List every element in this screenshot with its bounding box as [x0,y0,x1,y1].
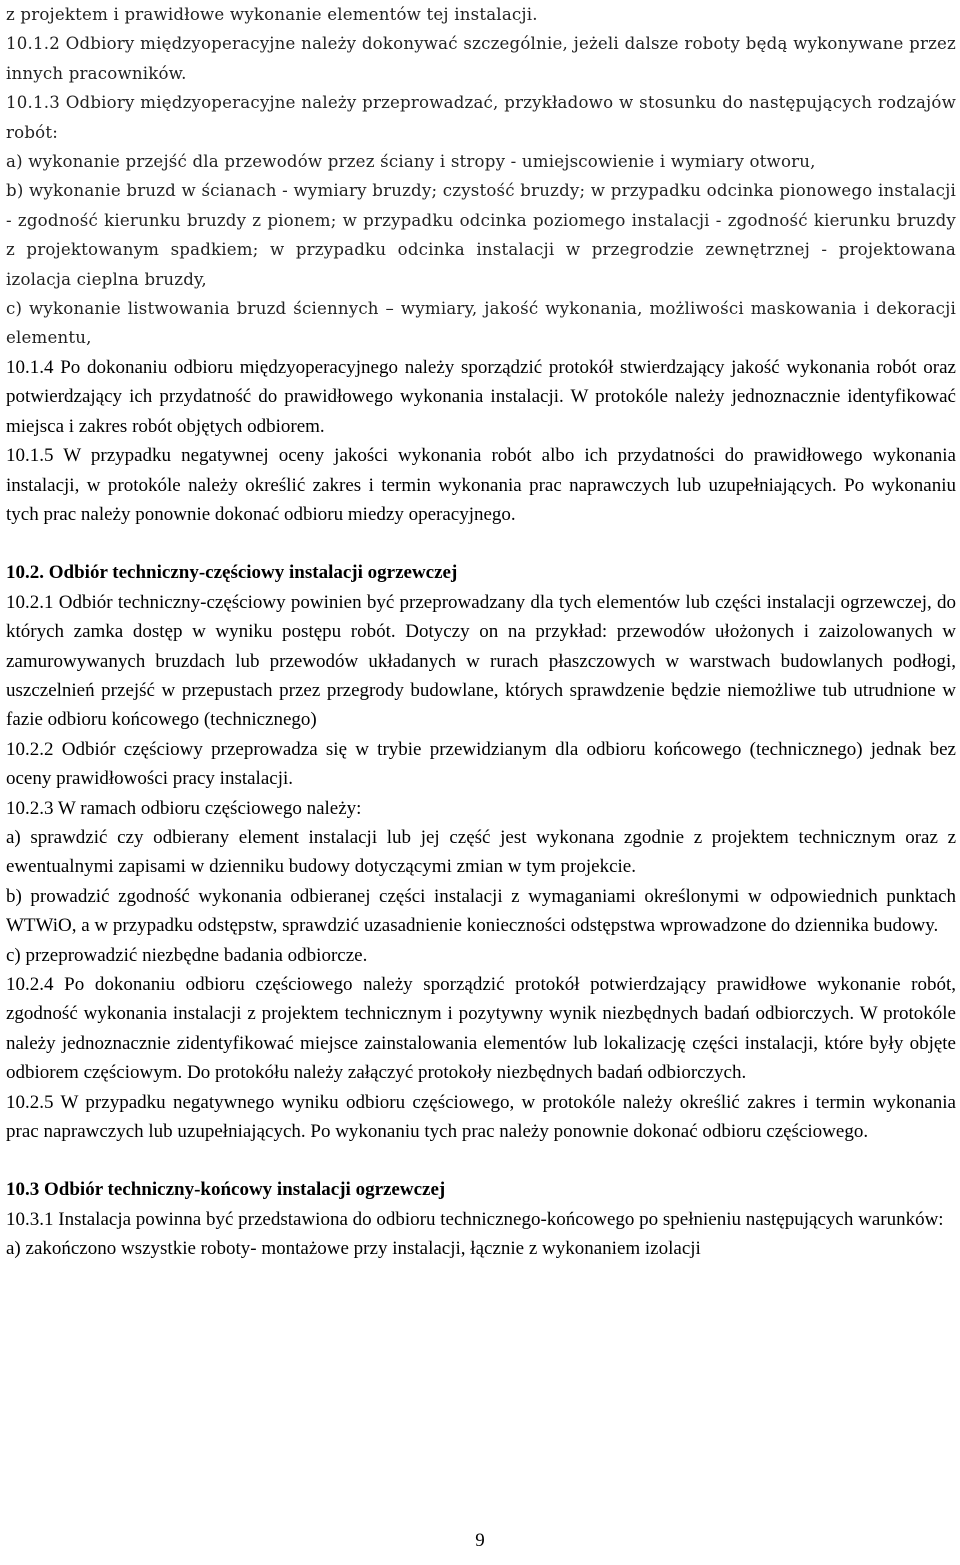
section-number: 10.1.5 [6,445,54,467]
section-number: 10.2.1 [6,591,54,613]
paragraph-text: Odbiór techniczny-częściowy powinien być przeprowadzany dla tych elementów lub części instalacji ogrzewczej, do których zamka dostęp w wyniku postępu robót. Dotyczy on na przykład: przewodów ułożonych i zaizolowanych w zamurowywanych bruzdach lub przewodów układanych w rurach płaszczowych w warstwach budowlanych podłogi, uszczelnień przejść w przepustach przez przegrody budowlane, których sprawdzenie będzie niemożliwe tub utrudnione w fazie odbioru końcowego (technicznego) [6,591,956,731]
paragraph [6,0,956,29]
document-page [6,0,956,1264]
paragraph [6,1205,956,1234]
list-item [6,823,956,882]
paragraph-text: Po dokonaniu odbioru częściowego należy sporządzić protokół potwierdzający prawidłowe wykonanie robót, zgodność wykonania instalacji z projektem technicznym i pozytywny wynik niezbędnych badań odbiorczych. W protokóle należy jednoznacznie zidentyfikować miejsce zainstalowania elementów lub lokalizację części instalacji, które były objęte odbiorem częściowym. Do protokółu należy załączyć protokoły niezbędnych badań odbiorczych. [6,974,956,1084]
heading-text: Odbiór techniczny-końcowy instalacji ogrzewczej [39,1179,446,1201]
spacer [6,529,956,558]
list-item [6,1234,956,1263]
paragraph [6,441,956,529]
paragraph-text: c) przeprowadzić niezbędne badania odbiorcze. [6,944,368,966]
paragraph-text: Po dokonaniu odbioru międzyoperacyjnego należy sporządzić protokół stwierdzający jakość wykonania robót oraz potwierdzający ich przydatność do prawidłowego wykonania instalacji. W protokóle należy jednoznacznie identyfikować miejsca i zakres robót objętych odbiorem. [6,356,956,437]
section-number: 10.3.1 [6,1208,54,1230]
section-heading [6,558,956,587]
paragraph-text: W przypadku negatywnej oceny jakości wykonania robót albo ich przydatności do prawidłowego wykonania instalacji, w protokóle należy określić zakres i termin wykonania prac naprawczych lub uzupełniających. Po wykonaniu tych prac należy ponownie dokonać odbioru miedzy operacyjnego. [6,445,956,525]
section-number: 10.2.2 [6,738,54,760]
section-number: 10.1.3 [6,93,60,113]
paragraph-text: a) sprawdzić czy odbierany element instalacji lub jej część jest wykonana zgodnie z projektem technicznym oraz z ewentualnymi zapisami w dzienniku budowy dotyczącymi zmian w tym projekcie. [6,826,956,878]
paragraph [6,588,956,735]
section-number: 10.2.5 [6,1091,54,1113]
paragraph [6,735,956,794]
paragraph-text: a) zakończono wszystkie roboty- montażowe przy instalacji, łącznie z wykonaniem izolacji [6,1238,701,1260]
paragraph [6,29,956,88]
paragraph-text: a) wykonanie przejść dla przewodów przez ściany i stropy - umiejscowienie i wymiary otworu, [6,152,816,172]
paragraph-text: c) wykonanie listwowania bruzd ściennych – wymiary, jakość wykonania, możliwości maskowania i dekoracji elementu, [6,299,956,348]
paragraph-text: Odbiory międzyoperacyjne należy przeprowadzać, przykładowo w stosunku do następujących rodzajów robót: [6,93,956,142]
list-item [6,294,956,353]
paragraph-text: Odbiór częściowy przeprowadza się w trybie przewidzianym dla odbioru końcowego (technicznego) jednak bez oceny prawidłowości pracy instalacji. [6,738,956,790]
paragraph [6,88,956,147]
paragraph-text: Odbiory międzyoperacyjne należy dokonywać szczególnie, jeżeli dalsze roboty będą wykonywane przez innych pracowników. [6,34,956,83]
paragraph [6,353,956,441]
section-number: 10.1.2 [6,34,60,54]
page-number: 9 [475,1530,485,1551]
section-number: 10.3 [6,1179,40,1201]
paragraph [6,794,956,823]
paragraph-text: W ramach odbioru częściowego należy: [53,797,362,819]
heading-text: Odbiór techniczny-częściowy instalacji ogrzewczej [44,562,458,584]
section-number: 10.2. [6,562,44,584]
paragraph-text: b) wykonanie bruzd w ścianach - wymiary bruzdy; czystość bruzdy; w przypadku odcinka pionowego instalacji - zgodność kierunku bruzdy z pionem; w przypadku odcinka poziomego instalacji - zgodność kierunku bruzdy z projektowanym spadkiem; w przypadku odcinka instalacji w przegrodzie zewnętrznej - projektowana izolacja cieplna bruzdy, [6,181,956,289]
list-item [6,147,956,176]
paragraph [6,970,956,1088]
list-item [6,176,956,294]
list-item [6,941,956,970]
paragraph-text: b) prowadzić zgodność wykonania odbieranej części instalacji z wymaganiami określonymi w odpowiednich punktach WTWiO, a w przypadku odstępstw, sprawdzić uzasadnienie konieczności odstępstwa wprowadzone do dziennika budowy. [6,885,956,937]
paragraph [6,1088,956,1147]
section-number: 10.2.4 [6,974,54,995]
list-item [6,882,956,941]
section-heading [6,1175,956,1204]
spacer [6,1146,956,1175]
paragraph-text: Instalacja powinna być przedstawiona do odbioru technicznego-końcowego po spełnieniu następujących warunków: [53,1208,944,1230]
section-number: 10.2.3 [6,797,54,819]
paragraph-text: W przypadku negatywnego wyniku odbioru częściowego, w protokóle należy określić zakres i termin wykonania prac naprawczych lub uzupełniających. Po wykonaniu tych prac należy ponownie dokonać odbioru częściowego. [6,1091,956,1143]
paragraph-text: z projektem i prawidłowe wykonanie elementów tej instalacji. [6,5,538,24]
section-number: 10.1.4 [6,356,54,378]
